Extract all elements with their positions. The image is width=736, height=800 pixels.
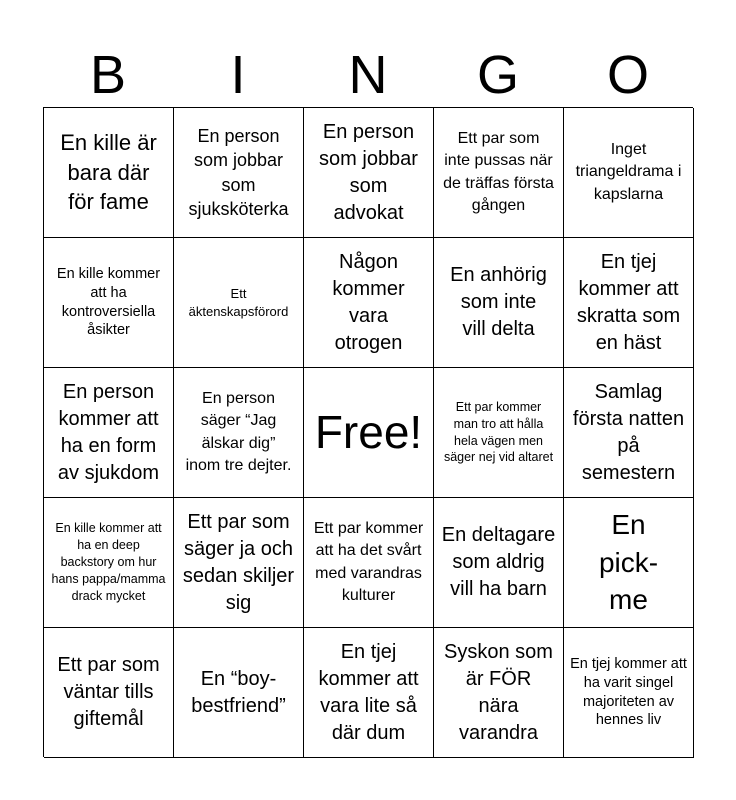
header-letter-n: N bbox=[348, 45, 388, 105]
bingo-cell-r1c4[interactable] bbox=[434, 108, 564, 238]
cell-text: En person som jobbar som advokat bbox=[319, 120, 418, 224]
cell-text: En tjej kommer att vara lite så där dum bbox=[318, 640, 419, 744]
bingo-header bbox=[43, 42, 693, 108]
bingo-cell-r2c5[interactable] bbox=[564, 238, 694, 368]
bingo-cell-r5c5[interactable] bbox=[564, 628, 694, 758]
cell-text: En pick-me bbox=[598, 508, 659, 616]
cell-text: Ett par som säger ja och sedan skiljer sig bbox=[182, 510, 295, 614]
header-letter-o: O bbox=[606, 45, 649, 105]
cell-text: En person kommer att ha en form av sjukdom bbox=[57, 380, 160, 484]
cell-text: En person säger “Jag älskar dig” inom tre dejter. bbox=[185, 389, 292, 474]
bingo-cell-r5c4[interactable] bbox=[434, 628, 564, 758]
cell-text: Ett äktenskapsförord bbox=[188, 285, 289, 319]
bingo-cell-r5c2[interactable] bbox=[174, 628, 304, 758]
header-letter-i: I bbox=[230, 45, 246, 105]
cell-text: En deltagare som aldrig vill ha barn bbox=[441, 524, 556, 600]
bingo-cell-r4c2[interactable] bbox=[174, 498, 304, 628]
header-letter-g: G bbox=[476, 45, 519, 105]
bingo-cell-r4c4[interactable] bbox=[434, 498, 564, 628]
bingo-cell-r4c1[interactable] bbox=[44, 498, 174, 628]
bingo-cell-r1c5[interactable] bbox=[564, 108, 694, 238]
cell-text: En kille kommer att ha en deep backstory om hur hans pappa/mamma drack mycket bbox=[51, 521, 166, 603]
cell-text: En kille är bara där för fame bbox=[60, 129, 157, 215]
cell-text: Ett par kommer att ha det svårt med varandras kulturer bbox=[313, 519, 424, 604]
cell-text: Ett par som väntar tills giftemål bbox=[57, 654, 160, 730]
bingo-board bbox=[43, 107, 693, 757]
cell-text: Inget triangeldrama i kapslarna bbox=[575, 140, 682, 203]
bingo-cell-r4c5[interactable] bbox=[564, 498, 694, 628]
bingo-cell-free[interactable] bbox=[304, 368, 434, 498]
bingo-cell-r2c4[interactable] bbox=[434, 238, 564, 368]
bingo-cell-r3c4[interactable] bbox=[434, 368, 564, 498]
cell-text: Ett par som inte pussas när de träffas första gången bbox=[443, 129, 554, 214]
cell-text: En “boy-bestfriend” bbox=[191, 667, 286, 717]
bingo-cell-r5c3[interactable] bbox=[304, 628, 434, 758]
bingo-cell-r3c2[interactable] bbox=[174, 368, 304, 498]
bingo-cell-r4c3[interactable] bbox=[304, 498, 434, 628]
bingo-cell-r1c3[interactable] bbox=[304, 108, 434, 238]
cell-text: En anhörig som inte vill delta bbox=[450, 264, 547, 340]
header-letter-b: B bbox=[89, 45, 127, 105]
bingo-cell-r2c2[interactable] bbox=[174, 238, 304, 368]
cell-text: Syskon som är FÖR nära varandra bbox=[444, 640, 553, 744]
bingo-cell-r3c1[interactable] bbox=[44, 368, 174, 498]
cell-text: Ett par kommer man tro att hålla hela vägen men säger nej vid altaret bbox=[443, 399, 554, 465]
cell-text: En kille kommer att ha kontroversiella åsikter bbox=[56, 265, 161, 339]
bingo-cell-r3c5[interactable] bbox=[564, 368, 694, 498]
cell-text: En person som jobbar som sjuksköterka bbox=[188, 125, 289, 219]
cell-text: En tjej kommer att skratta som en häst bbox=[576, 250, 681, 354]
bingo-cell-r2c1[interactable] bbox=[44, 238, 174, 368]
cell-text: En tjej kommer att ha varit singel majoriteten av hennes liv bbox=[570, 655, 687, 729]
free-space-text: Free! bbox=[314, 405, 423, 458]
bingo-cell-r1c1[interactable] bbox=[44, 108, 174, 238]
cell-text: Samlag första natten på semestern bbox=[572, 380, 685, 484]
cell-text: Någon kommer vara otrogen bbox=[332, 250, 405, 354]
bingo-cell-r1c2[interactable] bbox=[174, 108, 304, 238]
bingo-cell-r5c1[interactable] bbox=[44, 628, 174, 758]
bingo-cell-r2c3[interactable] bbox=[304, 238, 434, 368]
